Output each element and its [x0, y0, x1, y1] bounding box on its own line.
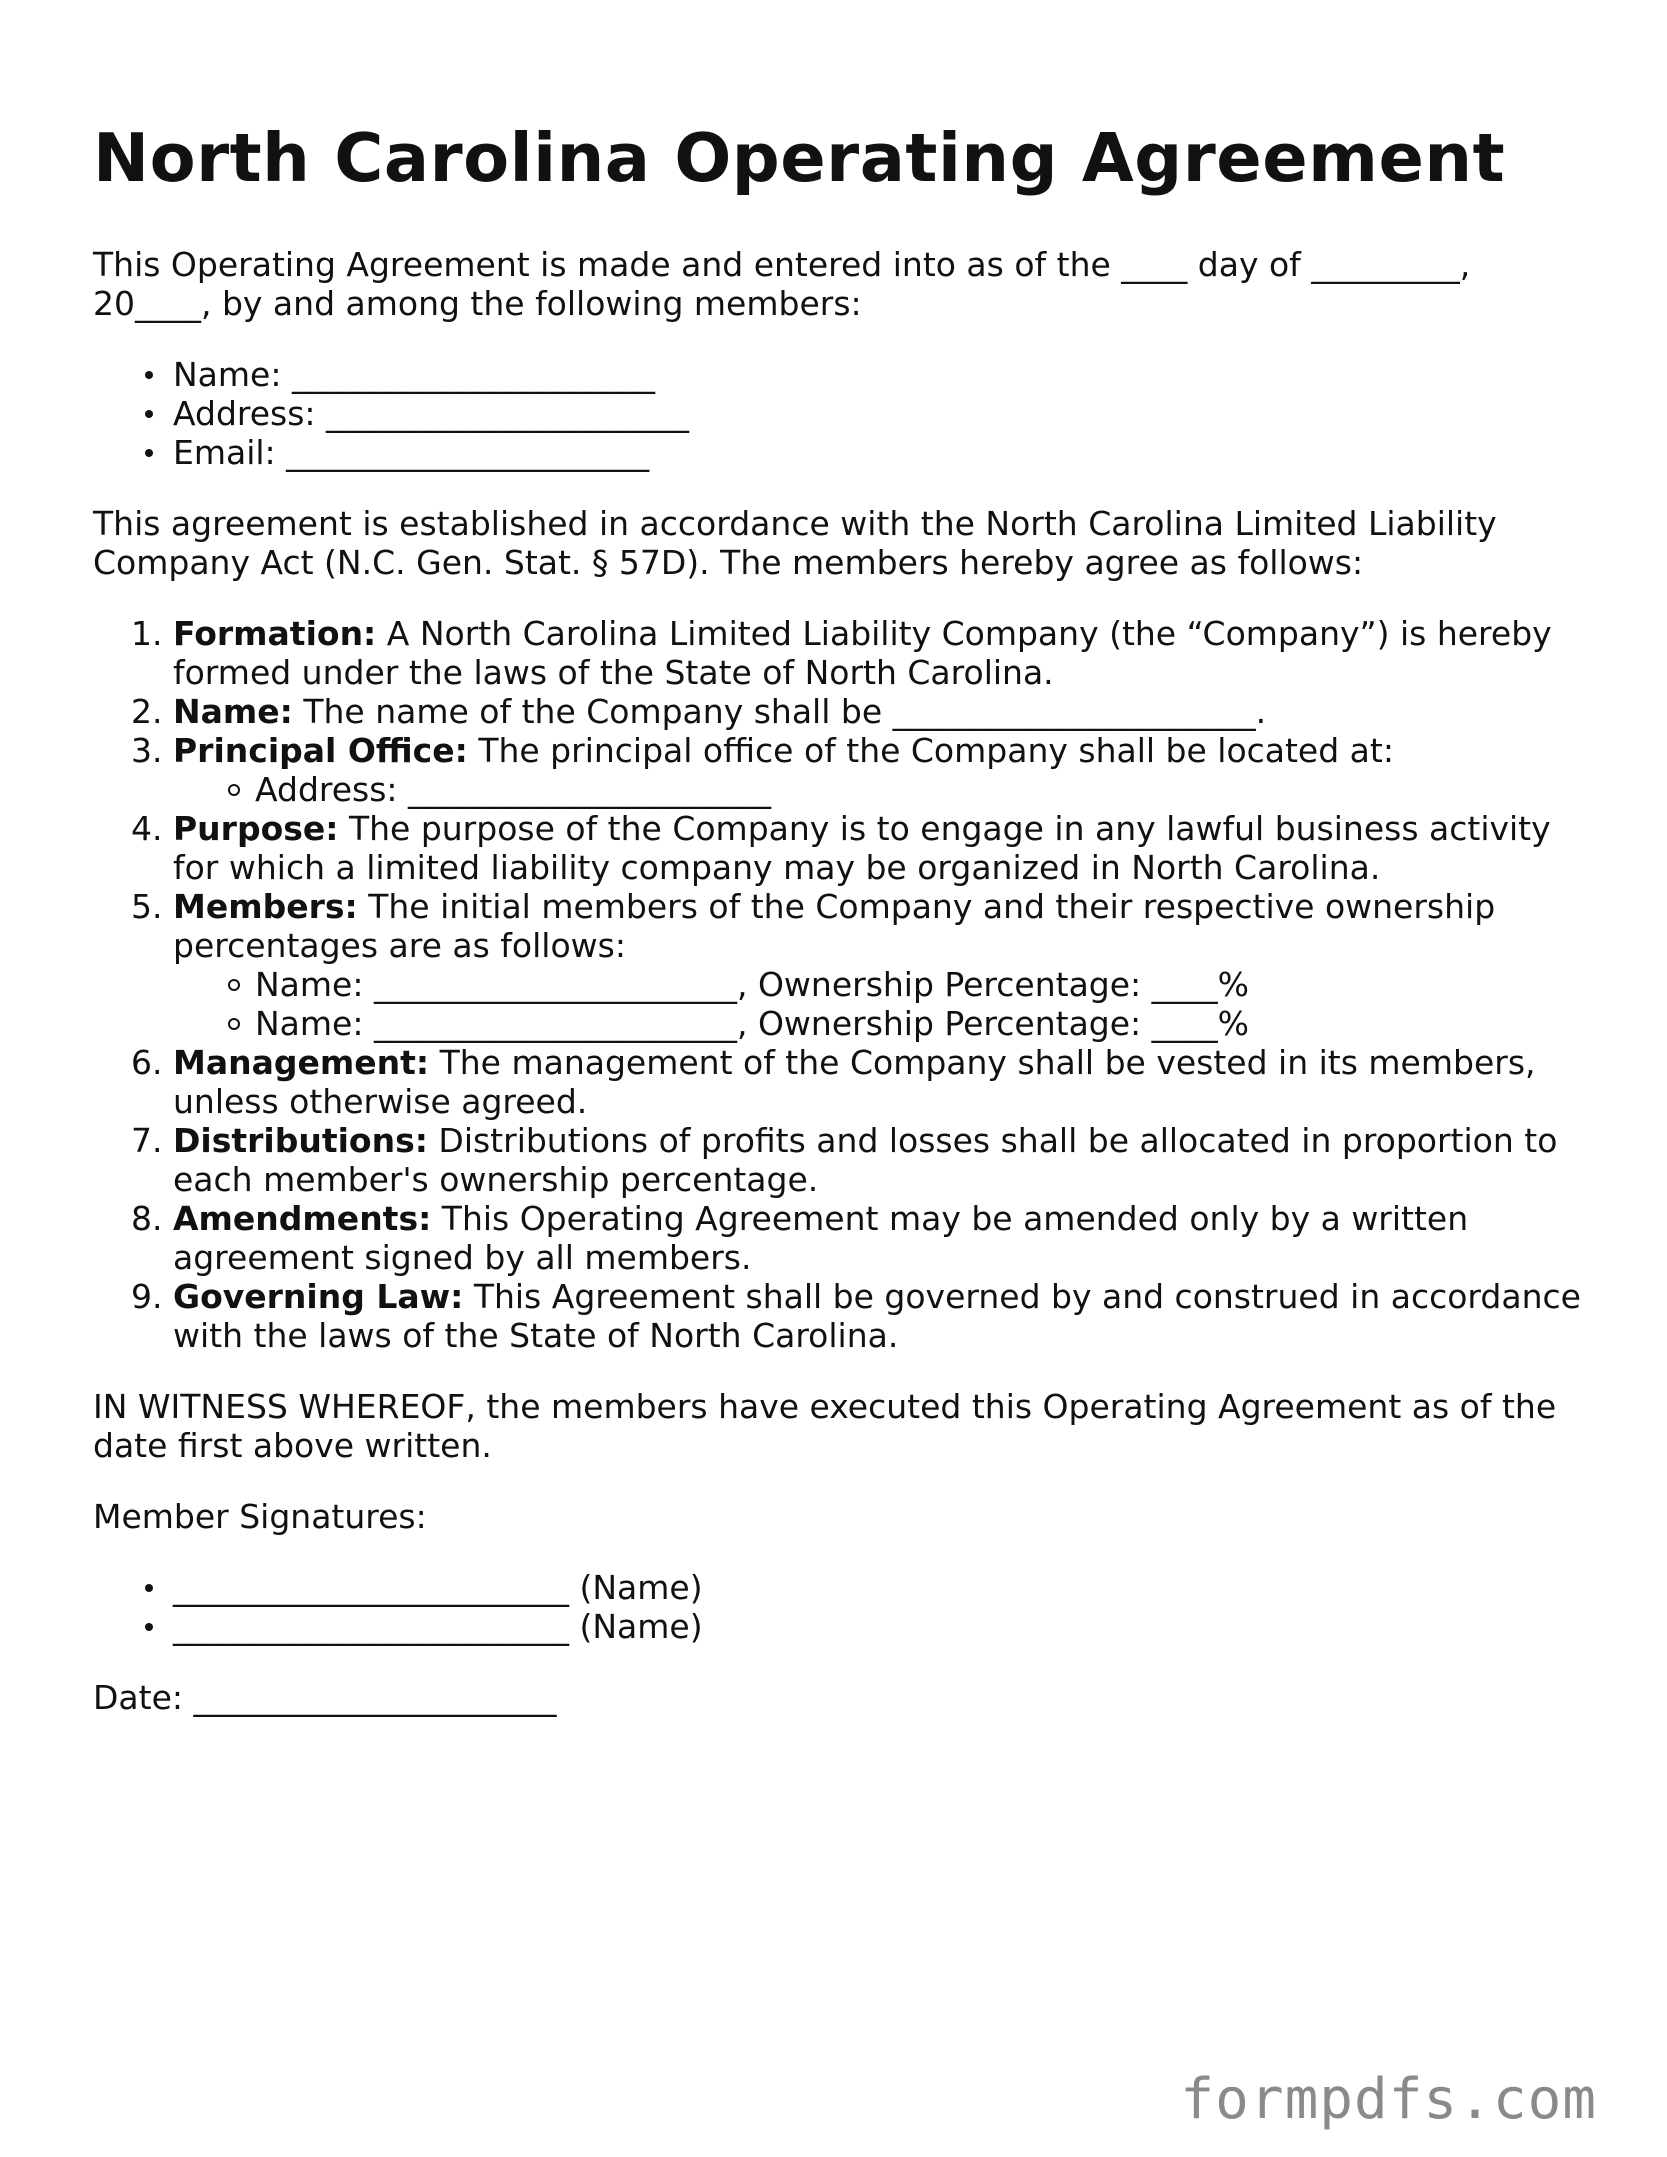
section-label: Formation: — [173, 614, 377, 653]
section-label: Management: — [173, 1043, 430, 1082]
section-text: The initial members of the Company and their respective ownership percentages are as follows: — [173, 887, 1496, 965]
section-management — [173, 1043, 1583, 1121]
date-line: Date: ______________________ — [93, 1678, 557, 1717]
sections-list — [93, 614, 1583, 1355]
section-label: Members: — [173, 887, 358, 926]
member-fields-list — [93, 355, 1583, 472]
section-name — [173, 692, 1583, 731]
section-members — [173, 887, 1583, 1043]
members-sublist — [173, 965, 1583, 1043]
document-page — [93, 118, 1583, 1749]
section-text: A North Carolina Limited Liability Company (the “Company”) is hereby formed under the laws of the State of North Carolina. — [173, 614, 1552, 692]
section-governing-law — [173, 1277, 1583, 1355]
member-name-field: Name: ______________________ — [173, 355, 1583, 394]
member-ownership-field: Name: ______________________, Ownership Percentage: ____% — [255, 965, 1583, 1004]
section-label: Governing Law: — [173, 1277, 464, 1316]
intro-paragraph: This Operating Agreement is made and entered into as of the ____ day of _________, 20____, by and among the following members: — [93, 245, 1471, 323]
signature-line: ________________________ (Name) — [173, 1568, 1583, 1607]
section-text: The name of the Company shall be ______________________. — [292, 692, 1267, 731]
signatures-label: Member Signatures: — [93, 1497, 427, 1536]
document-title: North Carolina Operating Agreement — [93, 119, 1506, 197]
section-label: Purpose: — [173, 809, 339, 848]
section-purpose — [173, 809, 1583, 887]
section-formation — [173, 614, 1583, 692]
section-text: The purpose of the Company is to engage in any lawful business activity for which a limited liability company may be organized in North Carolina. — [173, 809, 1551, 887]
section-principal-office — [173, 731, 1583, 809]
section-label: Name: — [173, 692, 293, 731]
member-ownership-field: Name: ______________________, Ownership Percentage: ____% — [255, 1004, 1583, 1043]
section-text: Distributions of profits and losses shall be allocated in proportion to each member's ownership percentage. — [173, 1121, 1558, 1199]
member-address-field: Address: ______________________ — [173, 394, 1583, 433]
office-address-field: Address: ______________________ — [255, 770, 1583, 809]
principal-office-sublist — [173, 770, 1583, 809]
section-label: Distributions: — [173, 1121, 428, 1160]
signatures-list — [93, 1568, 1583, 1646]
statute-paragraph: This agreement is established in accordance with the North Carolina Limited Liability Company Act (N.C. Gen. Stat. § 57D). The members hereby agree as follows: — [93, 504, 1497, 582]
section-text: The principal office of the Company shall be located at: — [467, 731, 1394, 770]
section-label: Amendments: — [173, 1199, 432, 1238]
section-amendments — [173, 1199, 1583, 1277]
section-label: Principal Office: — [173, 731, 468, 770]
member-email-field: Email: ______________________ — [173, 433, 1583, 472]
watermark-text: formpdfs.com — [1180, 2067, 1597, 2132]
signature-line: ________________________ (Name) — [173, 1607, 1583, 1646]
section-text: This Operating Agreement may be amended only by a written agreement signed by all members. — [173, 1199, 1469, 1277]
section-distributions — [173, 1121, 1583, 1199]
section-text: The management of the Company shall be vested in its members, unless otherwise agreed. — [173, 1043, 1536, 1121]
witness-paragraph: IN WITNESS WHEREOF, the members have executed this Operating Agreement as of the date first above written. — [93, 1387, 1557, 1465]
section-text: This Agreement shall be governed by and construed in accordance with the laws of the State of North Carolina. — [173, 1277, 1581, 1355]
